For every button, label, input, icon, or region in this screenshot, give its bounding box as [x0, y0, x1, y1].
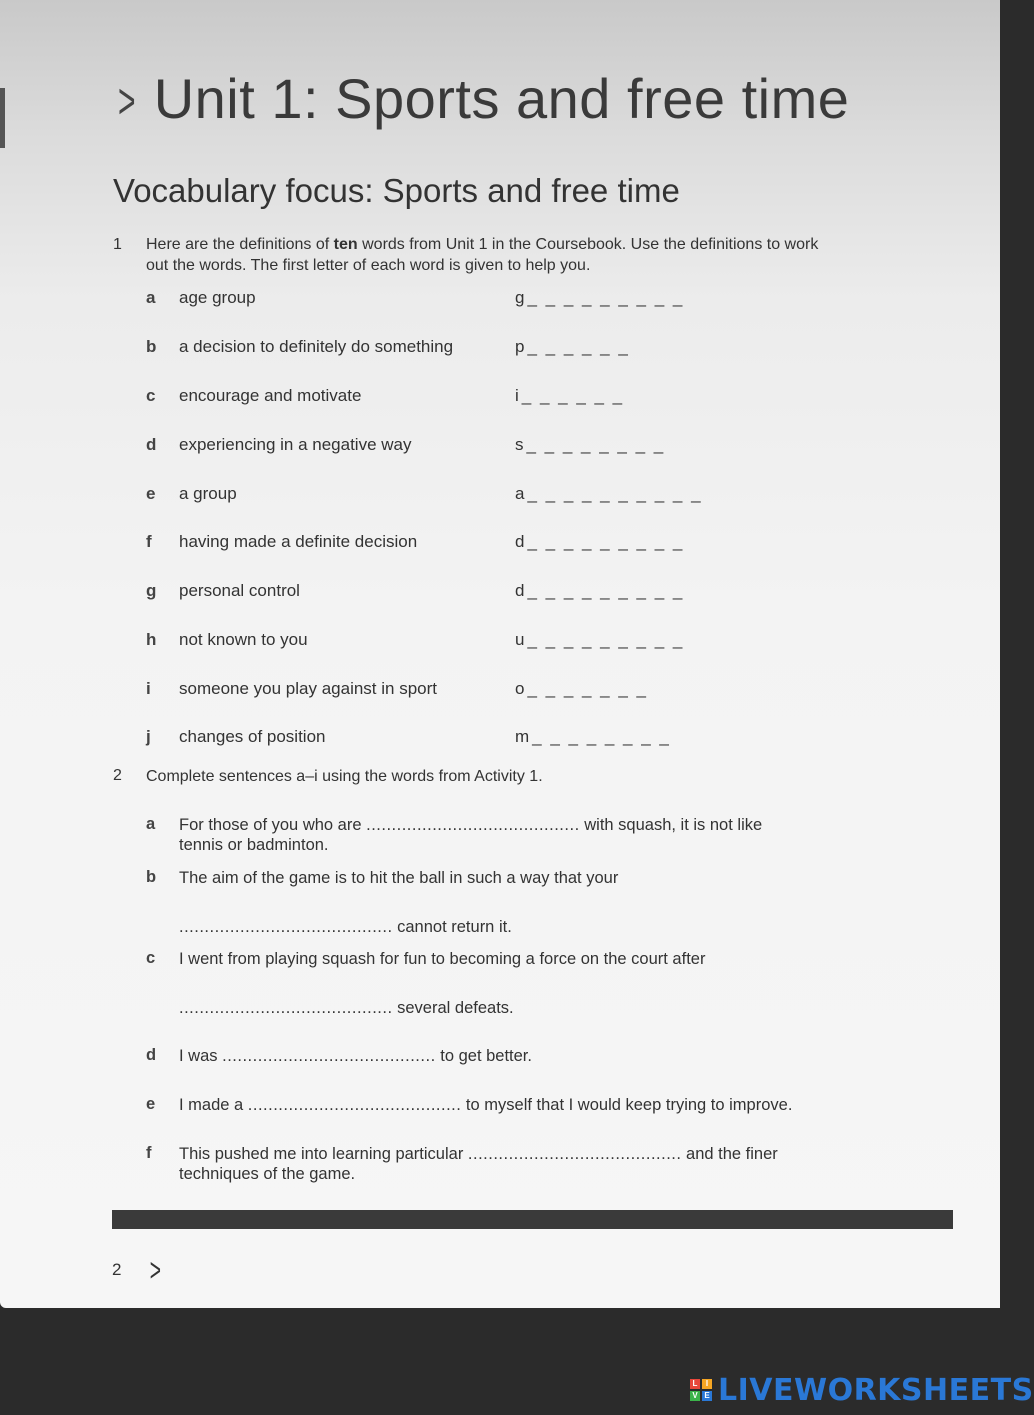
item-definition: changes of position: [179, 727, 326, 746]
item-letter: c: [146, 949, 156, 967]
logo-letter: L: [690, 1379, 700, 1389]
vocab-item: [0, 727, 1000, 751]
answer-blanks[interactable]: _ _ _ _ _ _ _ _: [526, 435, 666, 454]
item-letter: e: [146, 484, 156, 503]
item-definition: encourage and motivate: [179, 386, 362, 405]
item-letter: e: [146, 1095, 156, 1113]
item-definition: experiencing in a negative way: [179, 435, 412, 454]
footer-bar: [112, 1210, 953, 1229]
sentence-line: The aim of the game is to hit the ball in such a way that your: [179, 869, 619, 887]
instruction-text: Here are the definitions of: [146, 236, 334, 253]
sentence-part: For those of you who are: [179, 816, 367, 834]
item-letter: f: [146, 1144, 152, 1162]
item-letter: b: [146, 337, 157, 356]
answer-field[interactable]: [515, 630, 684, 650]
item-definition: a decision to definitely do something: [179, 337, 454, 356]
item-letter: f: [146, 532, 152, 551]
activity-2-instruction: Complete sentences a–i using the words from Activity 1.: [146, 768, 543, 785]
item-letter: d: [146, 1046, 157, 1064]
sentence-text: [179, 998, 799, 1018]
logo-letter: E: [702, 1391, 712, 1401]
answer-field[interactable]: [515, 727, 671, 747]
vocab-item: [0, 386, 1000, 410]
first-letter: d: [515, 581, 526, 600]
item-definition: personal control: [179, 581, 300, 600]
sentence-part: This pushed me into learning particular: [179, 1145, 468, 1163]
sentence-text: [179, 1144, 799, 1184]
sentence-part: and the finer techniques of the game.: [179, 1145, 778, 1183]
activity-1-instruction: [146, 234, 826, 276]
liveworksheets-logo-icon: [690, 1379, 712, 1401]
vocab-item: [0, 581, 1000, 605]
sentence-line: I went from playing squash for fun to becoming a force on the court after: [179, 950, 706, 968]
answer-blank[interactable]: ..........................................: [467, 1145, 682, 1163]
item-letter: c: [146, 386, 156, 405]
item-letter: i: [146, 679, 151, 698]
logo-letter: I: [702, 1379, 712, 1389]
sentence-part: cannot return it.: [392, 918, 512, 936]
instruction-text: words from Unit 1 in the Coursebook. Use the definitions to work out the words. The first letter of each word is given to help you.: [146, 236, 819, 274]
sentence-text: [179, 1095, 819, 1115]
logo-letter: V: [690, 1391, 700, 1401]
item-definition: someone you play against in sport: [179, 679, 437, 698]
answer-blanks[interactable]: _ _ _ _ _ _ _ _ _ _: [527, 484, 703, 503]
first-letter: d: [515, 532, 526, 551]
answer-blank[interactable]: ..........................................: [179, 918, 393, 936]
instruction-bold: ten: [333, 236, 358, 253]
answer-blanks[interactable]: _ _ _ _ _ _ _ _: [532, 727, 671, 746]
sentence-part: to get better.: [435, 1047, 532, 1065]
item-definition: age group: [179, 288, 256, 307]
sentence-part: with squash, it is not like tennis or badminton.: [179, 816, 763, 854]
liveworksheets-brand[interactable]: [690, 1372, 1034, 1408]
first-letter: u: [515, 630, 526, 649]
brand-name: LIVEWORKSHEETS: [718, 1372, 1034, 1408]
answer-field[interactable]: [515, 435, 665, 455]
item-definition: having made a definite decision: [179, 532, 418, 551]
activity-2-number: 2: [113, 767, 122, 784]
item-letter: a: [146, 815, 156, 833]
answer-blank[interactable]: ..........................................: [179, 999, 393, 1017]
sentence-text: [179, 1046, 799, 1066]
answer-field[interactable]: [515, 581, 684, 601]
item-letter: b: [146, 868, 157, 886]
chevron-right-icon: >: [117, 73, 136, 129]
sentence-text: [179, 917, 799, 937]
answer-blank[interactable]: ..........................................: [247, 1096, 462, 1114]
answer-blanks[interactable]: _ _ _ _ _ _: [521, 386, 625, 405]
vocab-item: [0, 484, 1000, 508]
answer-blanks[interactable]: _ _ _ _ _ _ _ _ _: [527, 532, 685, 551]
first-letter: m: [515, 727, 531, 746]
sentence-part: I was: [179, 1047, 223, 1065]
vocab-item: [0, 435, 1000, 459]
sentence-text: [179, 815, 799, 855]
answer-blanks[interactable]: _ _ _ _ _ _ _: [527, 679, 648, 698]
vocab-item: [0, 288, 1000, 312]
first-letter: a: [515, 484, 526, 503]
activity-1-number: 1: [113, 236, 122, 253]
sentence-part: to myself that I would keep trying to improve.: [461, 1096, 793, 1114]
section-title: Vocabulary focus: Sports and free time: [113, 172, 680, 209]
answer-blanks[interactable]: _ _ _ _ _ _ _ _ _: [527, 288, 685, 307]
first-letter: p: [515, 337, 526, 356]
answer-field[interactable]: [515, 679, 648, 699]
answer-field[interactable]: [515, 484, 703, 504]
unit-title-text: Unit 1: Sports and free time: [153, 67, 850, 130]
item-letter: j: [146, 727, 151, 746]
first-letter: o: [515, 679, 526, 698]
unit-title: [112, 66, 849, 131]
vocab-item: [0, 630, 1000, 654]
answer-blanks[interactable]: _ _ _ _ _ _: [527, 337, 630, 356]
chevron-right-icon: >: [149, 1252, 161, 1288]
vocab-item: [0, 337, 1000, 361]
item-definition: not known to you: [179, 630, 308, 649]
answer-blank[interactable]: ..........................................: [366, 816, 580, 834]
first-letter: g: [515, 288, 526, 307]
item-letter: h: [146, 630, 157, 649]
item-letter: g: [146, 581, 157, 600]
vocab-item: [0, 679, 1000, 703]
item-letter: d: [146, 435, 157, 454]
sentence-part: several defeats.: [392, 999, 514, 1017]
scan-edge-mark: [0, 88, 5, 148]
answer-field[interactable]: [515, 532, 684, 552]
item-letter: a: [146, 288, 156, 307]
answer-field[interactable]: [515, 386, 624, 406]
page-number: 2: [112, 1260, 122, 1279]
answer-blank[interactable]: ..........................................: [222, 1047, 436, 1065]
vocab-item: [0, 532, 1000, 556]
first-letter: s: [515, 435, 525, 454]
answer-field[interactable]: [515, 288, 684, 308]
item-definition: a group: [179, 484, 237, 503]
first-letter: i: [515, 386, 520, 405]
answer-blanks[interactable]: _ _ _ _ _ _ _ _ _: [527, 630, 685, 649]
sentence-part: I made a: [179, 1096, 248, 1114]
answer-field[interactable]: [515, 337, 630, 357]
answer-blanks[interactable]: _ _ _ _ _ _ _ _ _: [527, 581, 685, 600]
